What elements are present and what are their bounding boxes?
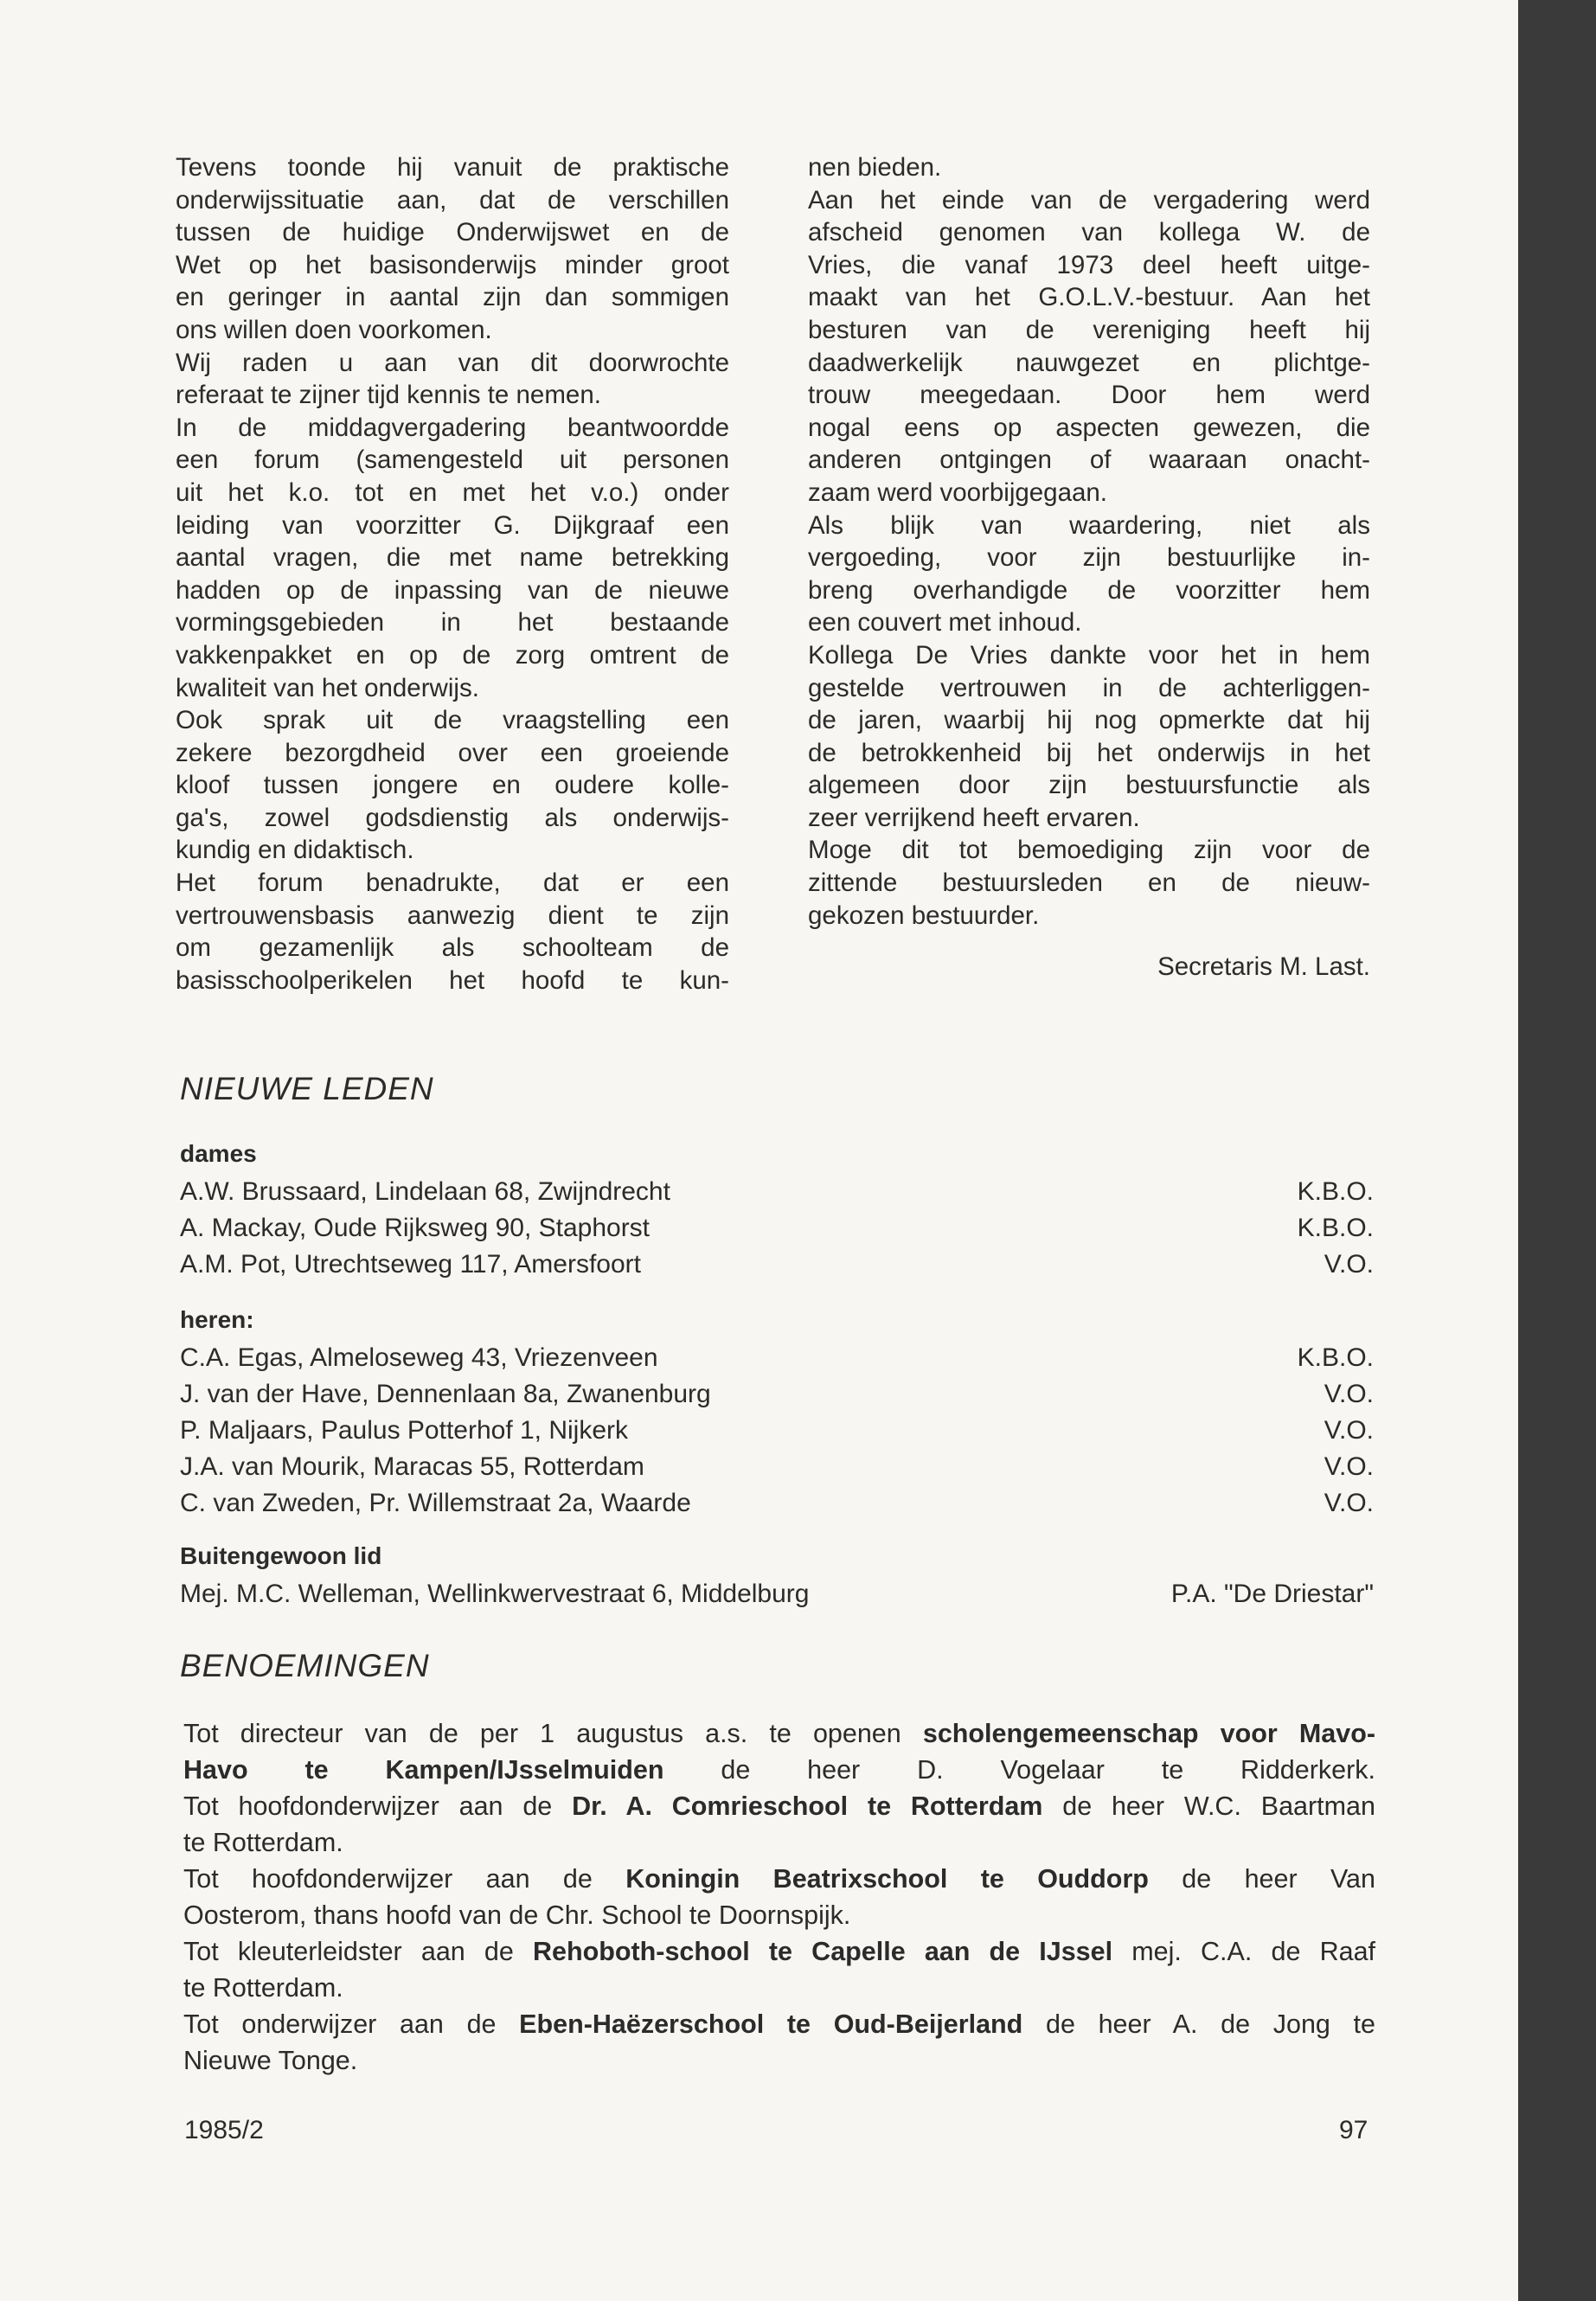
member-name: C.A. Egas, Almeloseweg 43, Vriezenveen — [180, 1343, 658, 1372]
text-line: Het forum benadrukte, dat er een — [176, 868, 729, 898]
member-row — [180, 1210, 1374, 1247]
text-line: Moge dit tot bemoediging zijn voor de — [808, 836, 1370, 865]
appointment-text: de heer D. Vogelaar te Ridderkerk. — [663, 1755, 1375, 1785]
appointment-line — [183, 1715, 1375, 1752]
appointment-school: Dr. A. Comrieschool te Rotterdam — [572, 1791, 1043, 1821]
text-line: de betrokkenheid bij het onderwijs in het — [808, 738, 1370, 767]
appointment-text: Oosterom, thans hoofd van de Chr. School te Doornspijk. — [183, 1900, 851, 1930]
appointment-text: Tot onderwijzer aan de — [183, 2009, 520, 2039]
member-name: J.A. van Mourik, Maracas 55, Rotterdam — [180, 1452, 644, 1481]
appointment-line — [183, 1970, 1375, 2006]
text-line: gestelde vertrouwen in de achterliggen- — [808, 673, 1370, 702]
member-category: V.O. — [1324, 1416, 1374, 1445]
appointment-line — [183, 2006, 1375, 2042]
member-category: V.O. — [1324, 1452, 1374, 1481]
member-name: A.M. Pot, Utrechtseweg 117, Amersfoort — [180, 1250, 641, 1279]
appointment-line — [183, 1861, 1375, 1897]
text-line: breng overhandigde de voorzitter hem — [808, 575, 1370, 605]
text-line: Ook sprak uit de vraagstelling een — [176, 706, 729, 735]
issue-number: 1985/2 — [184, 2116, 264, 2144]
appointment-line — [183, 1933, 1375, 1970]
text-line: kwaliteit van het onderwijs. — [176, 673, 479, 702]
text-line: algemeen door zijn bestuursfunctie als — [808, 771, 1370, 800]
text-line: de jaren, waarbij hij nog opmerkte dat hij — [808, 706, 1370, 735]
appointment-line — [183, 1897, 1375, 1933]
text-line: anderen ontgingen of waaraan onacht- — [808, 445, 1370, 475]
benoemingen-heading: BENOEMINGEN — [180, 1648, 430, 1683]
member-name: A.W. Brussaard, Lindelaan 68, Zwijndrecht — [180, 1177, 670, 1206]
text-line: en geringer in aantal zijn dan sommigen — [176, 283, 729, 312]
member-category: V.O. — [1324, 1380, 1374, 1408]
appointment-school: Havo te Kampen/IJsselmuiden — [183, 1755, 664, 1785]
appointment-school: Rehoboth-school te Capelle aan de IJssel — [533, 1937, 1113, 1966]
appointment-line — [183, 1788, 1375, 1824]
text-line: Vries, die vanaf 1973 deel heeft uitge- — [808, 250, 1370, 279]
member-name: Mej. M.C. Welleman, Wellinkwervestraat 6, Middelburg — [180, 1580, 810, 1608]
text-line: ga's, zowel godsdienstig als onderwijs- — [176, 803, 729, 832]
text-line: Tevens toonde hij vanuit de praktische — [176, 153, 729, 182]
appointment-text: de heer Van — [1148, 1864, 1375, 1894]
text-line: zeer verrijkend heeft ervaren. — [808, 803, 1140, 832]
left-text-column — [176, 151, 729, 997]
buitengewoon-label: Buitengewoon lid — [180, 1542, 382, 1569]
text-line: zaam werd voorbijgegaan. — [808, 478, 1108, 507]
member-name: A. Mackay, Oude Rijksweg 90, Staphorst — [180, 1214, 651, 1242]
text-line: Wij raden u aan van dit doorwrochte — [176, 348, 729, 377]
appointment-text: mej. C.A. de Raaf — [1112, 1937, 1376, 1966]
text-line: Als blijk van waardering, niet als — [808, 510, 1370, 540]
member-category: P.A. "De Driestar" — [1170, 1580, 1374, 1608]
appointment-text: te Rotterdam. — [183, 1973, 343, 2003]
appointment-line — [183, 2042, 1375, 2079]
text-line: nogal eens op aspecten gewezen, die — [808, 413, 1370, 442]
signature: Secretaris M. Last. — [1157, 952, 1370, 982]
text-line: Aan het einde van de vergadering werd — [808, 185, 1370, 215]
text-line: gekozen bestuurder. — [808, 901, 1040, 930]
appointment-school: scholengemeenschap voor Mavo- — [922, 1719, 1375, 1748]
text-line: maakt van het G.O.L.V.-bestuur. Aan het — [808, 283, 1370, 312]
appointment-text: Tot directeur van de per 1 augustus a.s. te openen — [183, 1719, 923, 1748]
appointment-text: de heer W.C. Baartman — [1042, 1791, 1375, 1821]
text-line: afscheid genomen van kollega W. de — [808, 218, 1370, 247]
member-name: C. van Zweden, Pr. Willemstraat 2a, Waarde — [180, 1489, 691, 1517]
text-line: zekere bezorgdheid over een groeiende — [176, 738, 729, 767]
member-row — [180, 1576, 1374, 1612]
dames-label: dames — [180, 1140, 257, 1167]
appointment-text: Tot kleuterleidster aan de — [183, 1937, 533, 1966]
text-line: referaat te zijner tijd kennis te nemen. — [176, 381, 601, 410]
member-row — [180, 1485, 1374, 1522]
appointment-text: de heer A. de Jong te — [1022, 2009, 1375, 2039]
appointment-school: Eben-Haëzerschool te Oud-Beijerland — [519, 2009, 1023, 2039]
appointment-school: Koningin Beatrixschool te Ouddorp — [625, 1864, 1149, 1894]
member-name: J. van der Have, Dennenlaan 8a, Zwanenburg — [180, 1380, 711, 1408]
text-line: nen bieden. — [808, 153, 942, 182]
member-row — [180, 1247, 1374, 1283]
appointment-text: Tot hoofdonderwijzer aan de — [183, 1864, 626, 1894]
text-line: besturen van de vereniging heeft hij — [808, 315, 1370, 344]
text-line: vergoeding, voor zijn bestuurlijke in- — [808, 543, 1370, 573]
member-row — [180, 1376, 1374, 1413]
text-line: hadden op de inpassing van de nieuwe — [176, 575, 729, 605]
text-line: vakkenpakket en op de zorg omtrent de — [176, 640, 729, 670]
page-number: 97 — [1339, 2116, 1368, 2144]
heren-label: heren: — [180, 1306, 254, 1333]
text-line: vormingsgebieden in het bestaande — [176, 608, 729, 638]
text-line: tussen de huidige Onderwijswet en de — [176, 218, 729, 247]
text-line: trouw meegedaan. Door hem werd — [808, 381, 1370, 410]
member-category: V.O. — [1324, 1250, 1374, 1279]
text-line: Wet op het basisonderwijs minder groot — [176, 250, 729, 279]
right-text-column — [808, 151, 1370, 984]
text-line: ons willen doen voorkomen. — [176, 315, 492, 344]
benoemingen-text — [183, 1715, 1375, 2079]
appointment-line — [183, 1752, 1375, 1788]
nieuwe-leden-heading: NIEUWE LEDEN — [180, 1071, 434, 1106]
member-name: P. Maljaars, Paulus Potterhof 1, Nijkerk — [180, 1416, 629, 1445]
appointment-text: Tot hoofdonderwijzer aan de — [183, 1791, 573, 1821]
member-row — [180, 1174, 1374, 1210]
text-line: vertrouwensbasis aanwezig dient te zijn — [176, 901, 729, 930]
member-row — [180, 1340, 1374, 1376]
text-line: zittende bestuursleden en de nieuw- — [808, 868, 1370, 898]
appointment-text: te Rotterdam. — [183, 1828, 343, 1857]
text-line: uit het k.o. tot en met het v.o.) onder — [176, 478, 729, 507]
appointment-line — [183, 1824, 1375, 1861]
member-category: K.B.O. — [1297, 1343, 1374, 1372]
text-line: Kollega De Vries dankte voor het in hem — [808, 640, 1370, 670]
member-row — [180, 1449, 1374, 1485]
text-line: kundig en didaktisch. — [176, 836, 414, 865]
text-line: basisschoolperikelen het hoofd te kun- — [176, 965, 729, 995]
text-line: daadwerkelijk nauwgezet en plichtge- — [808, 348, 1370, 377]
text-line: om gezamenlijk als schoolteam de — [176, 933, 729, 963]
text-line: kloof tussen jongere en oudere kolle- — [176, 771, 729, 800]
text-line: leiding van voorzitter G. Dijkgraaf een — [176, 510, 729, 540]
text-line: onderwijssituatie aan, dat de verschillen — [176, 185, 729, 215]
member-category: K.B.O. — [1297, 1177, 1374, 1206]
text-line: aantal vragen, die met name betrekking — [176, 543, 729, 573]
text-line: een forum (samengesteld uit personen — [176, 445, 729, 475]
member-category: V.O. — [1324, 1489, 1374, 1517]
member-row — [180, 1413, 1374, 1449]
appointment-text: Nieuwe Tonge. — [183, 2046, 358, 2075]
text-line: In de middagvergadering beantwoordde — [176, 413, 729, 442]
text-line: een couvert met inhoud. — [808, 608, 1082, 638]
member-category: K.B.O. — [1297, 1214, 1374, 1242]
